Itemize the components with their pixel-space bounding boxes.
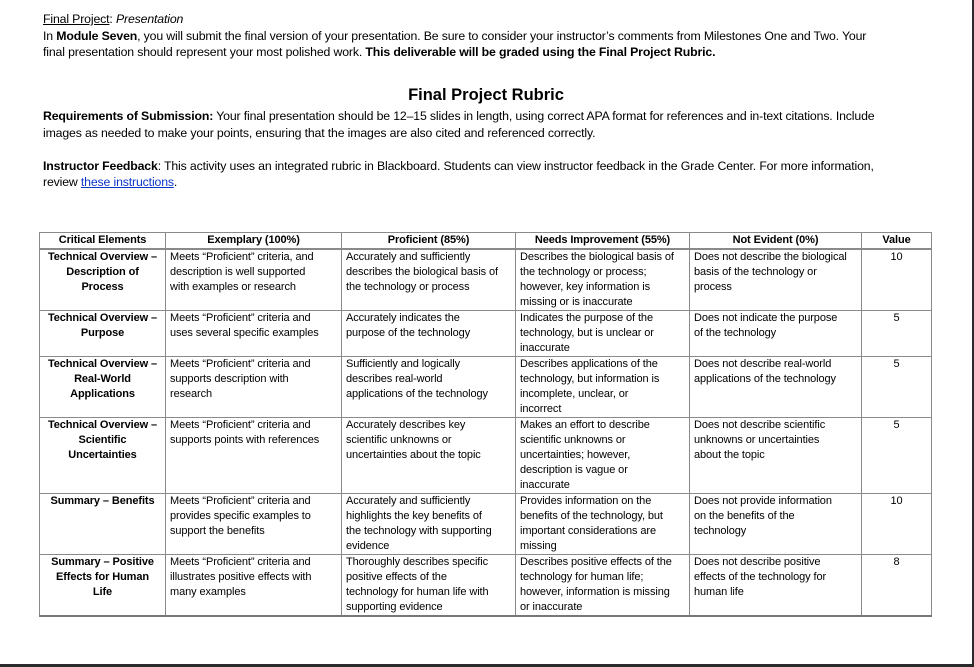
cell-line: incomplete, unclear, or <box>520 388 629 400</box>
needs-improvement-cell <box>516 311 690 357</box>
cell-line: supports description with <box>170 373 289 385</box>
cell-line: provides specific examples to <box>170 510 311 522</box>
proficient-cell <box>342 249 516 311</box>
table-row <box>40 418 932 494</box>
cell-line: with examples or research <box>170 281 296 293</box>
cell-line: Accurately indicates the <box>346 312 460 324</box>
cell-line: describes the biological basis of <box>346 266 499 278</box>
not-evident-cell <box>690 357 862 418</box>
value-cell: 5 <box>862 357 932 418</box>
column-header: Exemplary (100%) <box>166 233 342 250</box>
column-header: Critical Elements <box>40 233 166 250</box>
not-evident-cell <box>690 249 862 311</box>
proficient-cell <box>342 418 516 494</box>
heading-separator: : <box>109 12 116 26</box>
cell-line: applications of the technology <box>346 388 488 400</box>
cell-line: benefits of the technology, but <box>520 510 663 522</box>
needs-improvement-cell <box>516 249 690 311</box>
requirements-line-1 <box>43 108 874 125</box>
needs-improvement-cell <box>516 555 690 617</box>
cell-line: Accurately and sufficiently <box>346 251 471 263</box>
cell-line: Technical Overview – <box>47 419 158 431</box>
cell-line: description is vague or <box>520 464 628 476</box>
cell-line: inaccurate <box>520 479 570 491</box>
cell-line: Description of <box>66 266 139 278</box>
cell-line: Meets “Proficient” criteria and <box>170 556 311 568</box>
proficient-cell <box>342 555 516 617</box>
cell-line: describes real-world <box>346 373 443 385</box>
cell-line: research <box>170 388 212 400</box>
cell-line: Effects for Human <box>55 571 150 583</box>
cell-line: Indicates the purpose of the <box>520 312 653 324</box>
cell-line: Technical Overview – <box>47 358 158 370</box>
cell-line: purpose of the technology <box>346 327 471 339</box>
exemplary-cell <box>166 311 342 357</box>
critical-element-cell <box>40 418 166 494</box>
cell-line: supporting evidence <box>346 601 443 613</box>
not-evident-cell <box>690 555 862 617</box>
cell-line: many examples <box>170 586 246 598</box>
cell-line: Meets “Proficient” criteria and <box>170 495 311 507</box>
cell-line: technology <box>694 525 747 537</box>
cell-line: Does not indicate the purpose <box>694 312 838 324</box>
cell-line: technology, but is unclear or <box>520 327 654 339</box>
cell-line: Accurately describes key <box>346 419 466 431</box>
requirements-label: Requirements of Submission: <box>43 109 214 123</box>
not-evident-cell <box>690 494 862 555</box>
cell-line: technology, but information is <box>520 373 660 385</box>
cell-line: the technology with supporting <box>346 525 492 537</box>
module-name: Module Seven <box>56 29 138 43</box>
project-subtitle: Presentation <box>115 12 184 26</box>
cell-line: scientific unknowns or <box>346 434 452 446</box>
column-header: Not Evident (0%) <box>690 233 862 250</box>
cell-line: Describes positive effects of the <box>520 556 672 568</box>
cell-line: Technical Overview – <box>47 251 158 263</box>
exemplary-cell <box>166 494 342 555</box>
cell-line: missing <box>520 540 557 552</box>
cell-line: process <box>694 281 732 293</box>
requirements-text: Your final presentation should be 12–15 slides in length, using correct APA format for references and in-text citations. Include <box>213 109 875 123</box>
cell-line: Meets “Proficient” criteria and <box>170 419 311 431</box>
cell-line: Scientific <box>78 434 127 446</box>
intro-text: final presentation should represent your most polished work. <box>43 45 366 59</box>
cell-line: Purpose <box>80 327 125 339</box>
feedback-line-2 <box>43 174 177 191</box>
proficient-cell <box>342 494 516 555</box>
cell-line: unknowns or uncertainties <box>694 434 820 446</box>
cell-line: highlights the key benefits of <box>346 510 482 522</box>
intro-line-2 <box>43 44 715 61</box>
cell-line: Meets “Proficient” criteria, and <box>170 251 314 263</box>
value-cell: 10 <box>862 249 932 311</box>
cell-line: important considerations are <box>520 525 656 537</box>
cell-line: Sufficiently and logically <box>346 358 460 370</box>
exemplary-cell <box>166 249 342 311</box>
cell-line: Life <box>92 586 113 598</box>
feedback-text: : This activity uses an integrated rubric in Blackboard. Students can view instructor feedback in the Grade Center. For more information, <box>157 159 874 173</box>
needs-improvement-cell <box>516 418 690 494</box>
exemplary-cell <box>166 418 342 494</box>
cell-line: Applications <box>70 388 135 400</box>
rubric-table <box>39 232 932 617</box>
cell-line: uses several specific examples <box>170 327 319 339</box>
cell-line: human life <box>694 586 744 598</box>
cell-line: or inaccurate <box>520 601 583 613</box>
proficient-cell <box>342 357 516 418</box>
cell-line: effects of the technology for <box>694 571 827 583</box>
cell-line: supports points with references <box>170 434 320 446</box>
cell-line: support the benefits <box>170 525 265 537</box>
critical-element-cell <box>40 555 166 617</box>
cell-line: Technical Overview – <box>47 312 158 324</box>
critical-element-cell <box>40 311 166 357</box>
proficient-cell <box>342 311 516 357</box>
cell-line: Uncertainties <box>68 449 137 461</box>
feedback-text: review <box>43 175 81 189</box>
intro-text: , you will submit the final version of your presentation. Be sure to consider your instructor’s comments from Milestones One and Two. Your <box>137 29 867 43</box>
requirements-line-2: images as needed to make your points, ensuring that the images are also cited and referenced correctly. <box>43 126 596 140</box>
cell-line: Summary – Benefits <box>50 495 155 507</box>
cell-line: scientific unknowns or <box>520 434 626 446</box>
cell-line: Makes an effort to describe <box>520 419 650 431</box>
intro-text: In <box>43 29 57 43</box>
needs-improvement-cell <box>516 357 690 418</box>
cell-line: technology for human life with <box>346 586 489 598</box>
cell-line: Does not provide information <box>694 495 832 507</box>
critical-element-cell <box>40 357 166 418</box>
table-row <box>40 249 932 311</box>
table-row <box>40 311 932 357</box>
column-header: Value <box>862 233 932 250</box>
cell-line: the technology or process; <box>520 266 647 278</box>
cell-line: positive effects of the <box>346 571 447 583</box>
intro-line-1 <box>43 28 866 45</box>
cell-line: Accurately and sufficiently <box>346 495 471 507</box>
cell-line: applications of the technology <box>694 373 836 385</box>
cell-line: Does not describe real-world <box>694 358 832 370</box>
cell-line: on the benefits of the <box>694 510 795 522</box>
cell-line: basis of the technology or <box>694 266 817 278</box>
cell-line: Meets “Proficient” criteria and <box>170 358 311 370</box>
cell-line: uncertainties; however, <box>520 449 631 461</box>
column-header: Proficient (85%) <box>342 233 516 250</box>
critical-element-cell <box>40 494 166 555</box>
value-cell: 5 <box>862 418 932 494</box>
table-header-row <box>40 233 932 250</box>
cell-line: however, information is missing <box>520 586 670 598</box>
cell-line: the technology or process <box>346 281 470 293</box>
rubric-title: Final Project Rubric <box>408 86 564 104</box>
exemplary-cell <box>166 555 342 617</box>
value-cell: 5 <box>862 311 932 357</box>
cell-line: description is well supported <box>170 266 306 278</box>
table-row <box>40 357 932 418</box>
project-heading <box>43 11 183 28</box>
value-cell: 10 <box>862 494 932 555</box>
cell-line: incorrect <box>520 403 562 415</box>
cell-line: Describes the biological basis of <box>520 251 674 263</box>
cell-line: however, key information is <box>520 281 650 293</box>
cell-line: Describes applications of the <box>520 358 658 370</box>
table-row <box>40 555 932 617</box>
grading-note: This deliverable will be graded using the Final Project Rubric. <box>365 45 716 59</box>
cell-line: Does not describe the biological <box>694 251 847 263</box>
needs-improvement-cell <box>516 494 690 555</box>
cell-line: evidence <box>346 540 390 552</box>
project-label: Final Project <box>43 12 110 26</box>
not-evident-cell <box>690 311 862 357</box>
cell-line: Thoroughly describes specific <box>346 556 489 568</box>
cell-line: inaccurate <box>520 342 570 354</box>
cell-line: uncertainties about the topic <box>346 449 481 461</box>
cell-line: missing or is inaccurate <box>520 296 633 308</box>
not-evident-cell <box>690 418 862 494</box>
cell-line: Does not describe positive <box>694 556 821 568</box>
feedback-label: Instructor Feedback <box>43 159 158 173</box>
feedback-line-1 <box>43 158 874 175</box>
cell-line: Provides information on the <box>520 495 652 507</box>
critical-element-cell <box>40 249 166 311</box>
cell-line: Meets “Proficient” criteria and <box>170 312 311 324</box>
value-cell: 8 <box>862 555 932 617</box>
exemplary-cell <box>166 357 342 418</box>
table-row <box>40 494 932 555</box>
cell-line: technology for human life; <box>520 571 644 583</box>
cell-line: Does not describe scientific <box>694 419 826 431</box>
cell-line: of the technology <box>694 327 777 339</box>
column-header: Needs Improvement (55%) <box>516 233 690 250</box>
cell-line: about the topic <box>694 449 765 461</box>
cell-line: Real-World <box>74 373 131 385</box>
cell-line: illustrates positive effects with <box>170 571 312 583</box>
cell-line: Process <box>81 281 124 293</box>
feedback-text: . <box>173 175 178 189</box>
cell-line: Summary – Positive <box>51 556 154 568</box>
instructions-link[interactable]: these instructions <box>80 175 174 189</box>
